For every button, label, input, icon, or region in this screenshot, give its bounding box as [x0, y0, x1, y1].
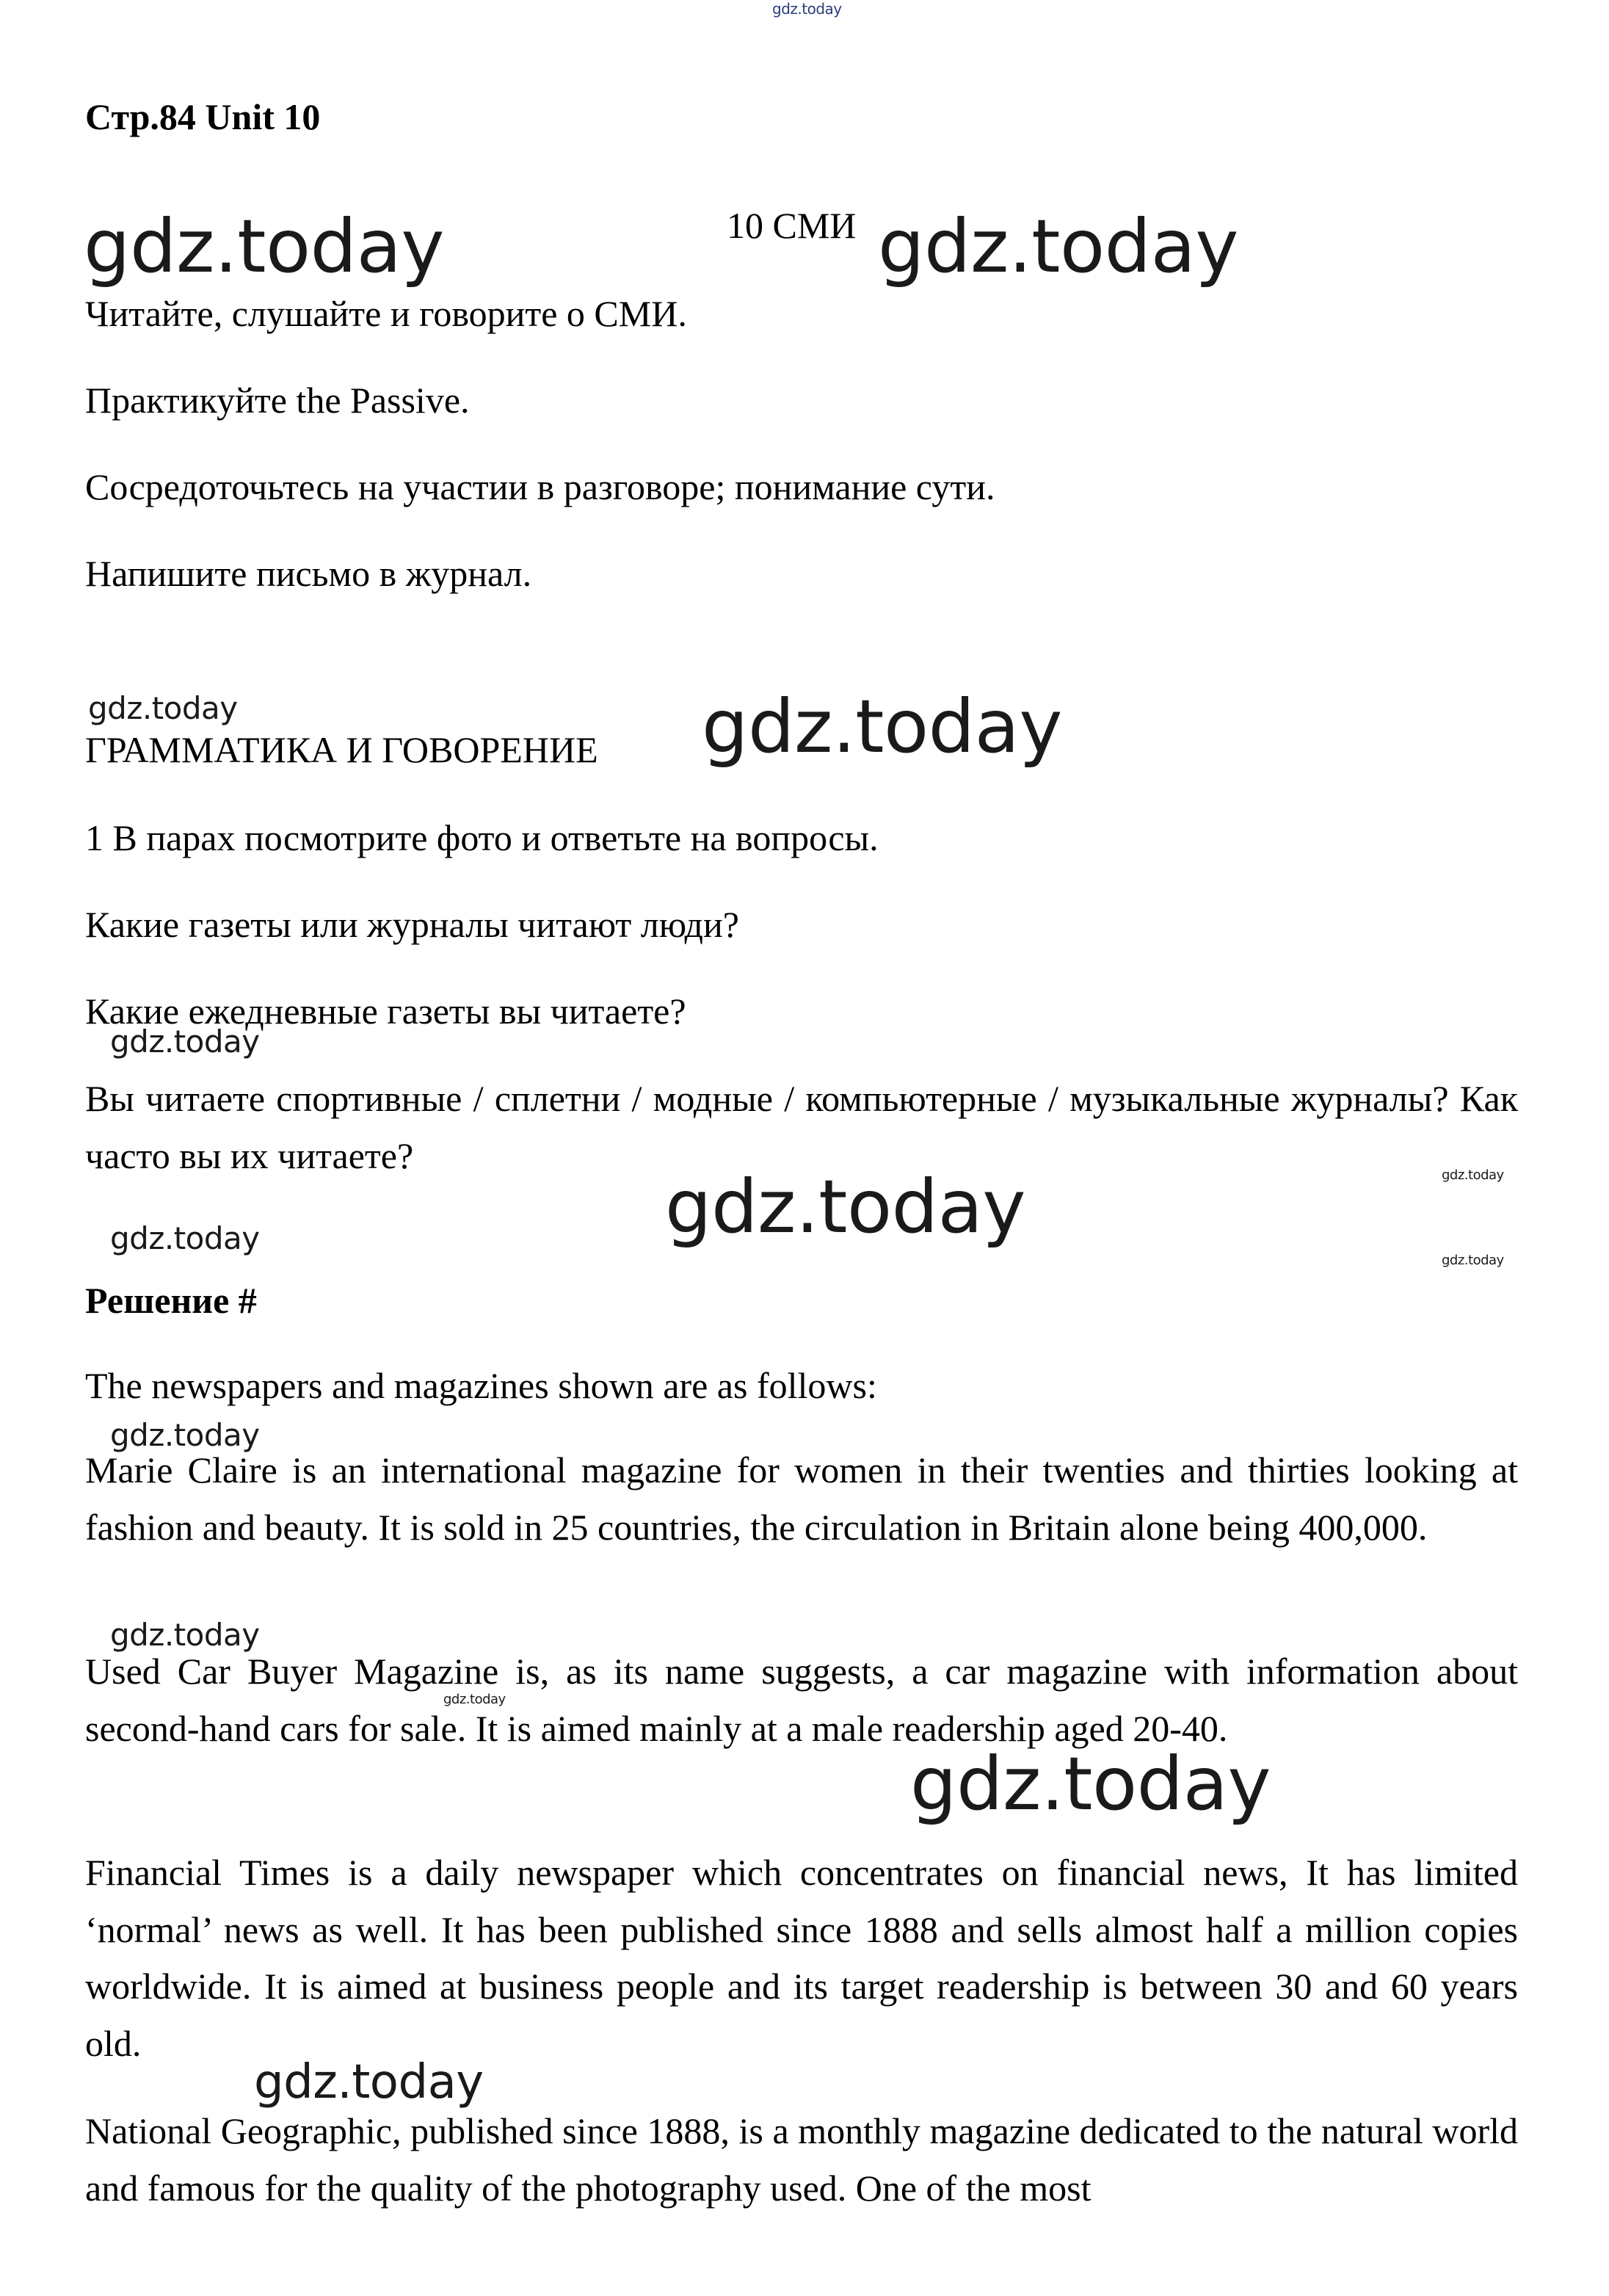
- objective-3: Сосредоточьтесь на участии в разговоре; понимание сути.: [85, 466, 995, 507]
- watermark-1: gdz.today: [84, 203, 445, 289]
- watermark-5: gdz.today: [110, 1024, 260, 1060]
- exercise-question-2: Какие ежедневные газеты вы читаете?: [85, 991, 686, 1032]
- watermark-4: gdz.today: [702, 684, 1063, 769]
- watermark-6: gdz.today: [1442, 1167, 1504, 1183]
- watermark-7: gdz.today: [665, 1164, 1026, 1250]
- solution-paragraph-marie-claire: Marie Claire is an international magazine for women in their twenties and thirties looking at fashion and beauty. It is sold in 25 countries, the circulation in Britain alone being 400,000.: [85, 1449, 1518, 1548]
- objective-1: Читайте, слушайте и говорите о СМИ.: [85, 293, 687, 334]
- page-reference: Стр.84 Unit 10: [85, 96, 321, 137]
- watermark-8: gdz.today: [110, 1220, 260, 1256]
- solution-paragraph-national-geographic: National Geographic, published since 1888, is a monthly magazine dedicated to the natural world and famous for the quality of the photography used. One of the most: [85, 2110, 1518, 2209]
- objective-4: Напишите письмо в журнал.: [85, 553, 532, 594]
- solution-heading: Решение #: [85, 1280, 257, 1321]
- unit-title: 10 СМИ: [727, 205, 857, 246]
- watermark-3: gdz.today: [88, 690, 238, 726]
- watermark-12: gdz.today: [443, 1692, 506, 1707]
- solution-intro: The newspapers and magazines shown are as follows:: [85, 1365, 877, 1406]
- watermark-10: gdz.today: [110, 1417, 260, 1453]
- watermark-2: gdz.today: [878, 203, 1239, 289]
- watermark-9: gdz.today: [1442, 1253, 1504, 1268]
- section-title: ГРАММАТИКА И ГОВОРЕНИЕ: [85, 729, 598, 770]
- exercise-question-1: Какие газеты или журналы читают люди?: [85, 904, 739, 945]
- exercise-question-3: Вы читаете спортивные / сплетни / модные / компьютерные / музыкальные журналы? Как часто вы их читаете?: [85, 1078, 1518, 1176]
- watermark-11: gdz.today: [110, 1617, 260, 1653]
- watermark-top: gdz.today: [772, 0, 842, 18]
- objective-2: Практикуйте the Passive.: [85, 380, 470, 421]
- solution-paragraph-used-car-buyer: Used Car Buyer Magazine is, as its name suggests, a car magazine with information about second-hand cars for sale. It is aimed mainly at a male readership aged 20-40.: [85, 1651, 1518, 1749]
- watermark-14: gdz.today: [254, 2055, 484, 2110]
- solution-paragraph-financial-times: Financial Times is a daily newspaper which concentrates on financial news, It has limited ‘normal’ news as well. It has been published since 1888 and sells almost half a million copies worldwide. It is aimed at business people and its target readership is between 30 and 60 years old.: [85, 1852, 1518, 2064]
- exercise-task: 1 В парах посмотрите фото и ответьте на вопросы.: [85, 817, 879, 858]
- watermark-13: gdz.today: [910, 1741, 1271, 1827]
